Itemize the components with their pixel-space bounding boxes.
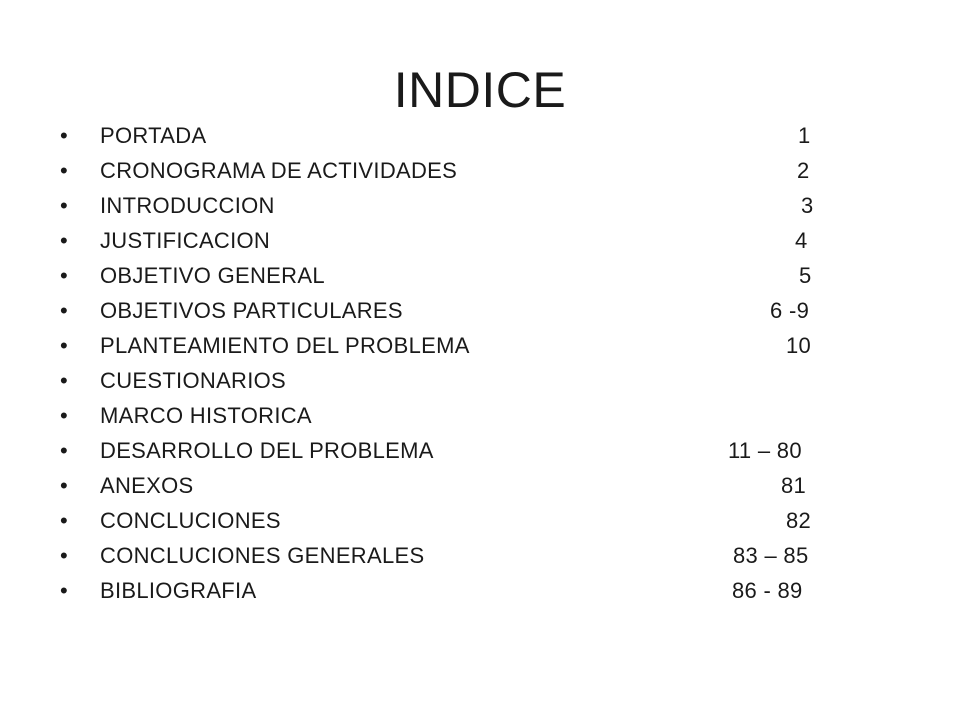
list-item [0, 573, 960, 609]
entry-label: CONCLUCIONES [100, 508, 281, 533]
bullet-icon: • [60, 158, 68, 183]
entry-page: 6 -9 [770, 298, 810, 323]
table-of-contents [0, 118, 960, 618]
list-item [0, 188, 960, 224]
entry-page: 86 - 89 [732, 578, 803, 603]
list-item [0, 118, 960, 154]
entry-label: PLANTEAMIENTO DEL PROBLEMA [100, 333, 470, 358]
list-item [0, 293, 960, 329]
entry-page: 82 [786, 508, 812, 533]
bullet-icon: • [60, 508, 68, 533]
list-item [0, 258, 960, 294]
entry-page: 3 [801, 193, 814, 218]
entry-page: 2 [797, 158, 810, 183]
entry-label: DESARROLLO DEL PROBLEMA [100, 438, 434, 463]
entry-label: BIBLIOGRAFIA [100, 578, 257, 603]
bullet-icon: • [60, 123, 68, 148]
entry-page: 81 [781, 473, 807, 498]
bullet-icon: • [60, 403, 68, 428]
entry-page: 11 – 80 [728, 438, 802, 463]
list-item [0, 153, 960, 189]
entry-label: OBJETIVO GENERAL [100, 263, 325, 288]
bullet-icon: • [60, 298, 68, 323]
entry-label: CONCLUCIONES GENERALES [100, 543, 425, 568]
bullet-icon: • [60, 543, 68, 568]
bullet-icon: • [60, 368, 68, 393]
entry-page: 4 [795, 228, 808, 253]
entry-label: ANEXOS [100, 473, 194, 498]
bullet-icon: • [60, 263, 68, 288]
list-item [0, 398, 960, 434]
bullet-icon: • [60, 578, 68, 603]
entry-label: MARCO HISTORICA [100, 403, 312, 428]
entry-label: JUSTIFICACION [100, 228, 271, 253]
entry-page: 1 [798, 123, 811, 148]
list-item [0, 538, 960, 574]
bullet-icon: • [60, 438, 68, 463]
bullet-icon: • [60, 193, 68, 218]
list-item [0, 468, 960, 504]
bullet-icon: • [60, 333, 68, 358]
bullet-icon: • [60, 473, 68, 498]
list-item [0, 328, 960, 364]
entry-label: OBJETIVOS PARTICULARES [100, 298, 403, 323]
entry-label: PORTADA [100, 123, 207, 148]
entry-page: 83 – 85 [733, 543, 809, 568]
page-title: INDICE [393, 62, 567, 118]
list-item [0, 503, 960, 539]
list-item [0, 433, 960, 469]
entry-label: CRONOGRAMA DE ACTIVIDADES [100, 158, 458, 183]
entry-page: 10 [786, 333, 812, 358]
bullet-icon: • [60, 228, 68, 253]
list-item [0, 363, 960, 399]
list-item [0, 223, 960, 259]
entry-label: INTRODUCCION [100, 193, 275, 218]
entry-page: 5 [799, 263, 812, 288]
entry-label: CUESTIONARIOS [100, 368, 287, 393]
